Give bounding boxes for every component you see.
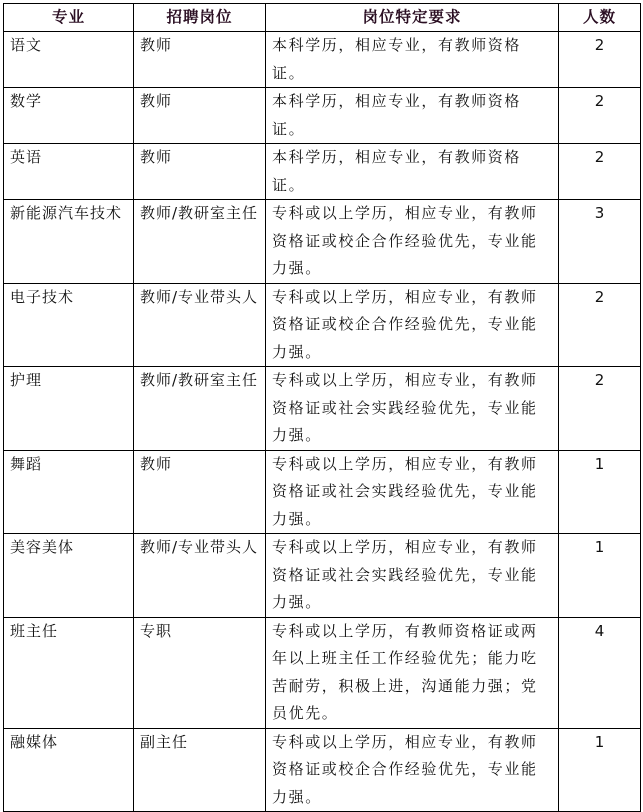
cell-requirements: 专科或以上学历，相应专业，有教师资格证或校企合作经验优先，专业能力强。 bbox=[266, 200, 559, 284]
header-major: 专业 bbox=[4, 4, 134, 32]
cell-requirements: 本科学历，相应专业，有教师资格证。 bbox=[266, 144, 559, 200]
table-row bbox=[4, 534, 641, 618]
cell-post: 副主任 bbox=[134, 728, 266, 812]
cell-major: 新能源汽车技术 bbox=[4, 200, 134, 284]
cell-requirements: 本科学历，相应专业，有教师资格证。 bbox=[266, 88, 559, 144]
cell-major: 舞蹈 bbox=[4, 450, 134, 534]
table-row bbox=[4, 283, 641, 367]
table-row bbox=[4, 144, 641, 200]
cell-requirements: 专科或以上学历，相应专业，有教师资格证或校企合作经验优先，专业能力强。 bbox=[266, 283, 559, 367]
cell-major: 美容美体 bbox=[4, 534, 134, 618]
cell-major: 数学 bbox=[4, 88, 134, 144]
header-requirements: 岗位特定要求 bbox=[266, 4, 559, 32]
cell-major: 语文 bbox=[4, 32, 134, 88]
cell-count: 1 bbox=[559, 728, 641, 812]
cell-count: 4 bbox=[559, 617, 641, 728]
header-post: 招聘岗位 bbox=[134, 4, 266, 32]
recruitment-table bbox=[3, 3, 641, 812]
cell-post: 教师 bbox=[134, 88, 266, 144]
cell-requirements: 本科学历，相应专业，有教师资格证。 bbox=[266, 32, 559, 88]
cell-post: 教师/专业带头人 bbox=[134, 283, 266, 367]
cell-major: 融媒体 bbox=[4, 728, 134, 812]
cell-requirements: 专科或以上学历，相应专业，有教师资格证或社会实践经验优先，专业能力强。 bbox=[266, 534, 559, 618]
cell-count: 1 bbox=[559, 450, 641, 534]
cell-post: 专职 bbox=[134, 617, 266, 728]
cell-requirements: 专科或以上学历，有教师资格证或两年以上班主任工作经验优先；能力吃苦耐劳，积极上进，沟通能力强；党员优先。 bbox=[266, 617, 559, 728]
table-row bbox=[4, 617, 641, 728]
cell-post: 教师 bbox=[134, 32, 266, 88]
table-row bbox=[4, 367, 641, 451]
cell-major: 班主任 bbox=[4, 617, 134, 728]
table-row bbox=[4, 200, 641, 284]
cell-requirements: 专科或以上学历，相应专业，有教师资格证或社会实践经验优先，专业能力强。 bbox=[266, 367, 559, 451]
cell-post: 教师/教研室主任 bbox=[134, 200, 266, 284]
cell-count: 2 bbox=[559, 367, 641, 451]
table-row bbox=[4, 728, 641, 812]
cell-post: 教师/专业带头人 bbox=[134, 534, 266, 618]
cell-major: 护理 bbox=[4, 367, 134, 451]
table-row bbox=[4, 88, 641, 144]
cell-requirements: 专科或以上学历，相应专业，有教师资格证或社会实践经验优先，专业能力强。 bbox=[266, 450, 559, 534]
cell-post: 教师 bbox=[134, 450, 266, 534]
cell-count: 2 bbox=[559, 88, 641, 144]
cell-major: 电子技术 bbox=[4, 283, 134, 367]
cell-post: 教师/教研室主任 bbox=[134, 367, 266, 451]
cell-requirements: 专科或以上学历，相应专业，有教师资格证或校企合作经验优先，专业能力强。 bbox=[266, 728, 559, 812]
header-count: 人数 bbox=[559, 4, 641, 32]
cell-post: 教师 bbox=[134, 144, 266, 200]
table-row bbox=[4, 32, 641, 88]
cell-count: 2 bbox=[559, 32, 641, 88]
table-row bbox=[4, 450, 641, 534]
cell-count: 2 bbox=[559, 144, 641, 200]
cell-major: 英语 bbox=[4, 144, 134, 200]
cell-count: 1 bbox=[559, 534, 641, 618]
cell-count: 2 bbox=[559, 283, 641, 367]
table-header-row bbox=[4, 4, 641, 32]
cell-count: 3 bbox=[559, 200, 641, 284]
